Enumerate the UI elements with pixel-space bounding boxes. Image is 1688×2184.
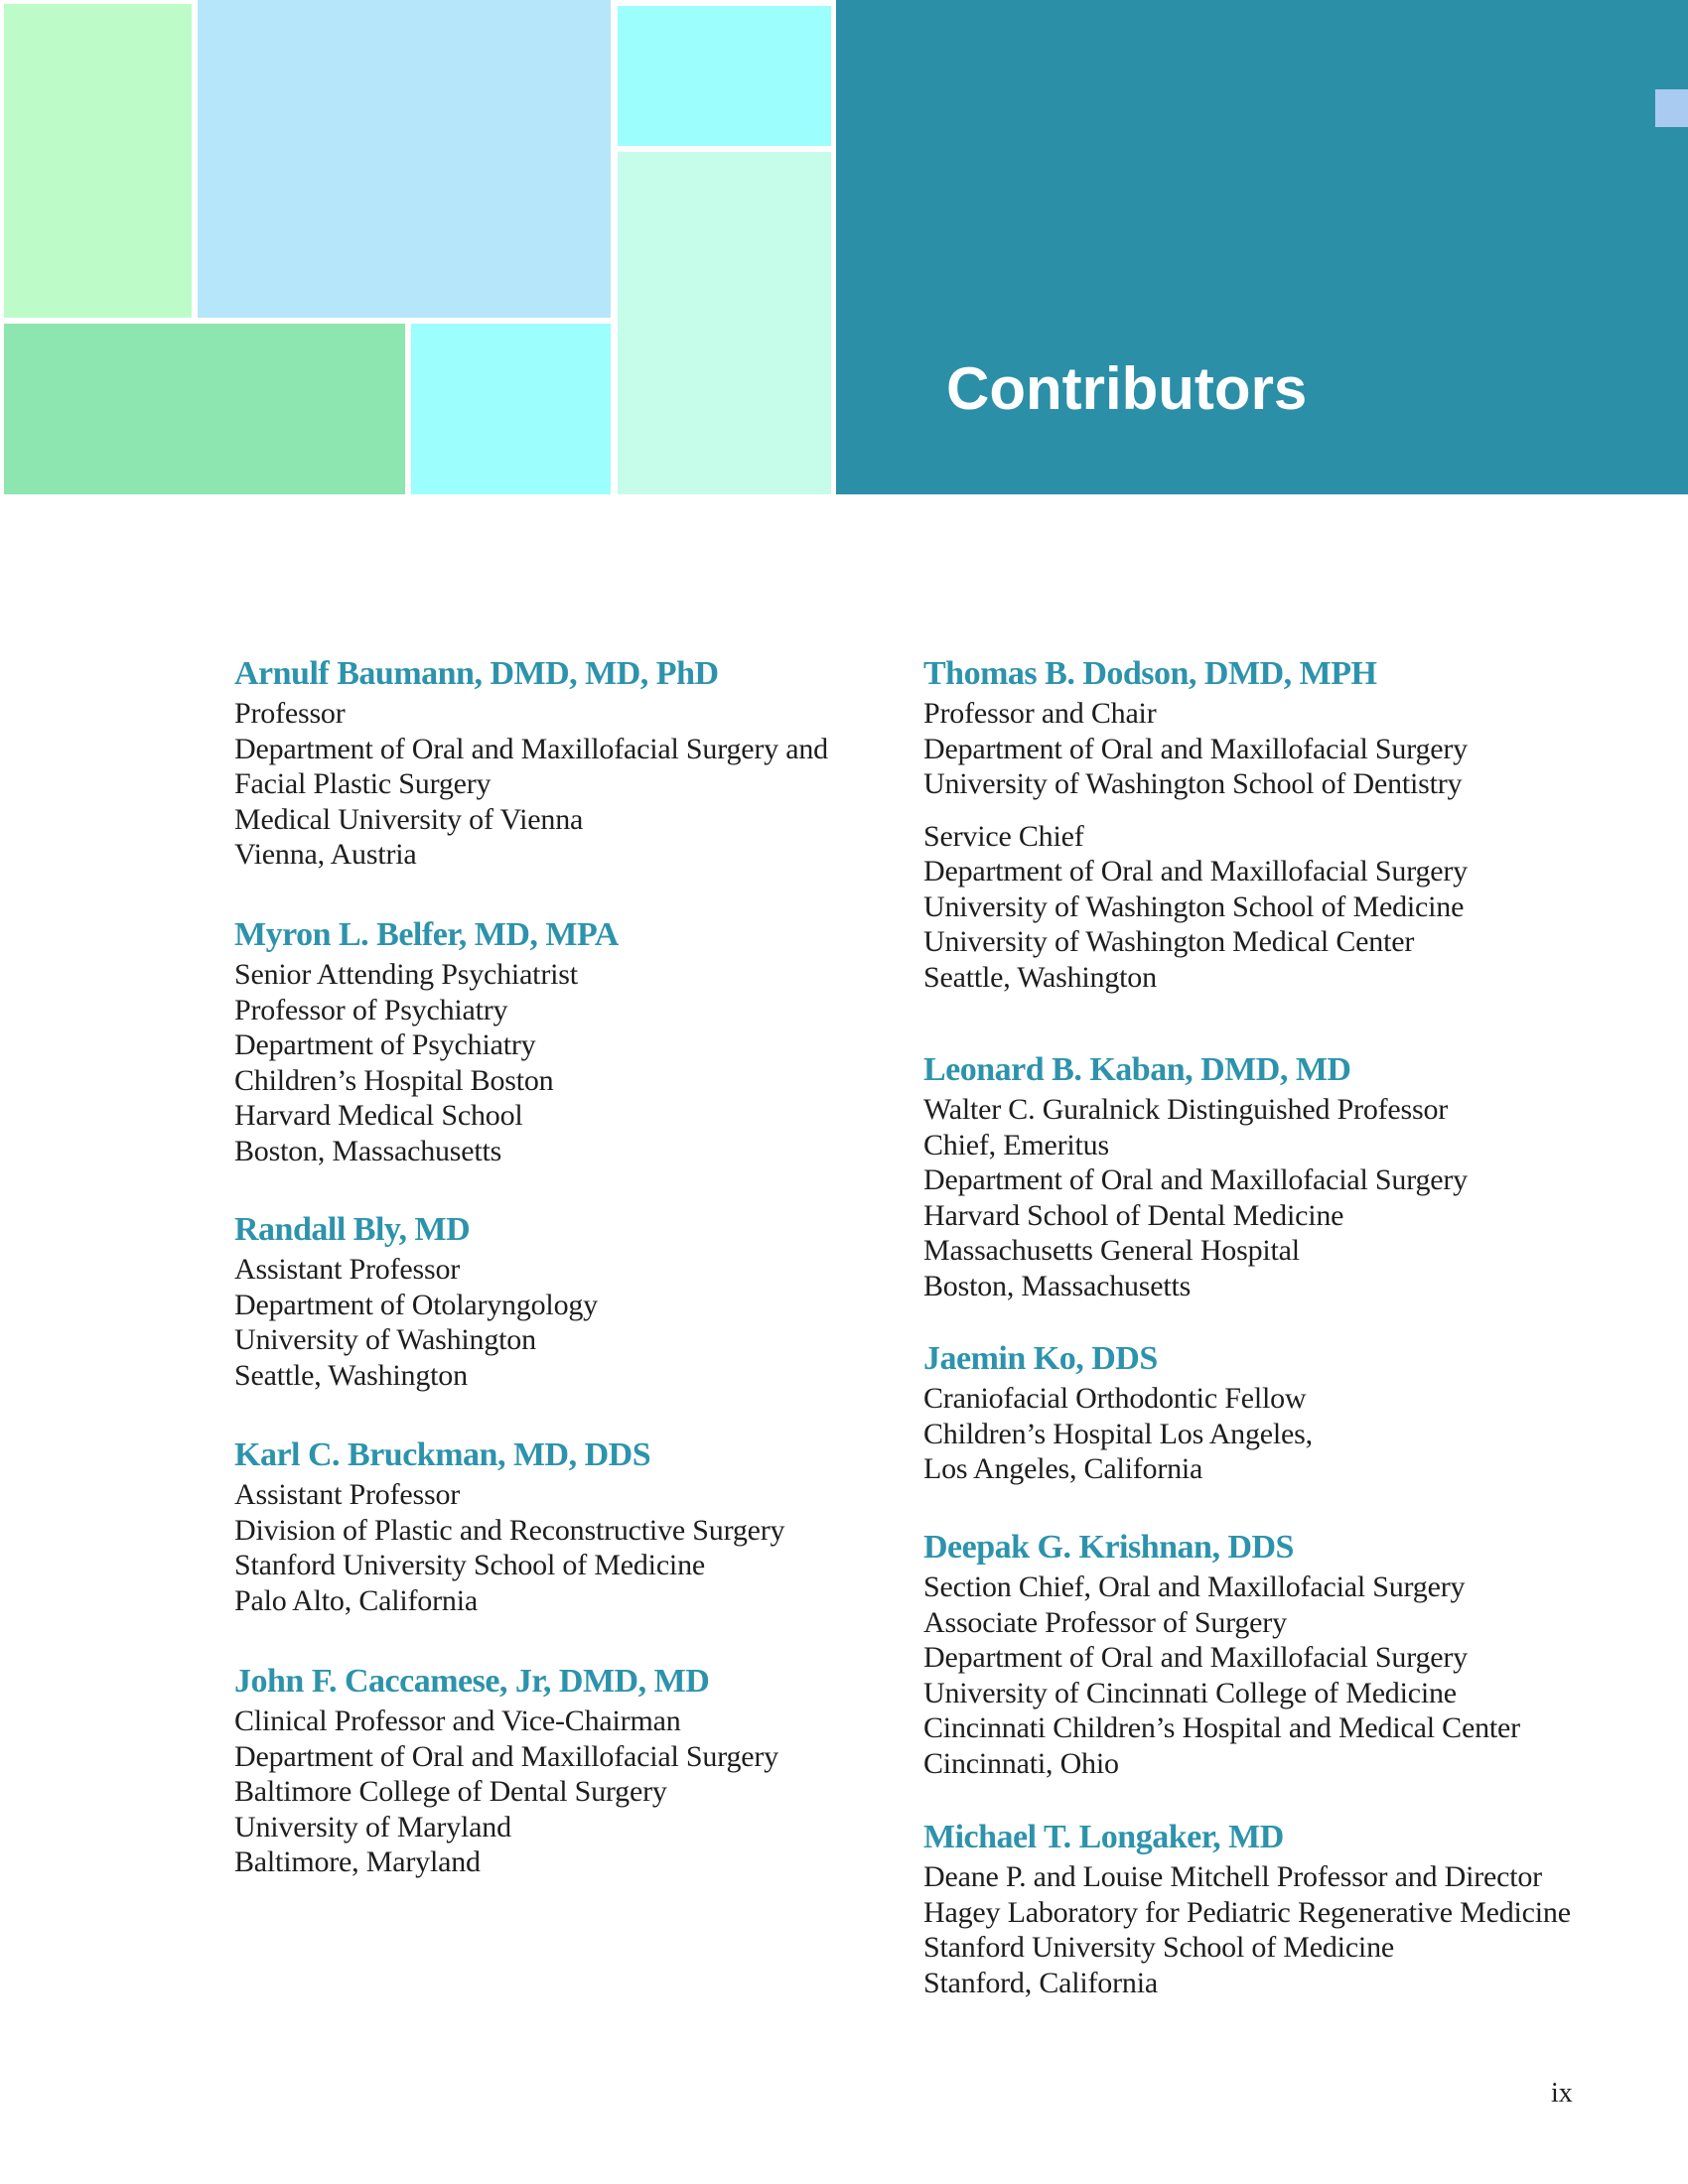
contributor-entry xyxy=(923,654,1468,995)
contributor-name: John F. Caccamese, Jr, DMD, MD xyxy=(234,1663,710,1700)
contributor-entry xyxy=(923,1528,1520,1781)
contributor-name: Michael T. Longaker, MD xyxy=(923,1819,1284,1855)
affiliation-line: Massachusetts General Hospital xyxy=(923,1234,1300,1267)
mosaic-block-light-green xyxy=(4,4,192,318)
affiliation-paragraph xyxy=(923,696,1468,802)
page-title: Contributors xyxy=(946,355,1308,422)
affiliation-line: Department of Otolaryngology xyxy=(234,1288,598,1321)
contributor-entry xyxy=(234,654,828,873)
page-number: ix xyxy=(1551,2078,1573,2109)
affiliation-line: Palo Alto, California xyxy=(234,1583,478,1617)
affiliation-line: Department of Psychiatry xyxy=(234,1028,536,1061)
affiliation-line: University of Washington Medical Center xyxy=(923,925,1415,958)
contributors-column-left xyxy=(234,0,929,2184)
affiliation-line: Craniofacial Orthodontic Fellow xyxy=(923,1382,1307,1415)
affiliation-line: Department of Oral and Maxillofacial Surgery xyxy=(234,1739,778,1773)
affiliation-paragraph xyxy=(234,1704,778,1880)
affiliation-line: Children’s Hospital Boston xyxy=(234,1063,554,1097)
contributor-name: Deepak G. Krishnan, DDS xyxy=(923,1529,1294,1566)
affiliation-line: Facial Plastic Surgery xyxy=(234,767,492,800)
affiliation-line: Cincinnati, Ohio xyxy=(923,1746,1119,1780)
affiliation-line: Baltimore, Maryland xyxy=(234,1845,481,1878)
affiliation-line: Department of Oral and Maxillofacial Surgery xyxy=(923,855,1468,887)
affiliation-line: Stanford University School of Medicine xyxy=(234,1549,705,1581)
affiliation-paragraph xyxy=(923,1570,1520,1781)
contributor-entry xyxy=(923,1339,1313,1487)
affiliation-line: Deane P. and Louise Mitchell Professor and Director xyxy=(923,1860,1542,1893)
affiliation-line: Hagey Laboratory for Pediatric Regenerative Medicine xyxy=(923,1895,1571,1929)
contributor-entry xyxy=(234,1662,778,1880)
affiliation-line: Section Chief, Oral and Maxillofacial Surgery xyxy=(923,1570,1466,1603)
affiliation-line: Division of Plastic and Reconstructive Surgery xyxy=(234,1513,785,1547)
affiliation-line: Walter C. Guralnick Distinguished Professor xyxy=(923,1093,1449,1126)
affiliation-line: Department of Oral and Maxillofacial Surgery xyxy=(923,1641,1468,1674)
affiliation-line: Cincinnati Children’s Hospital and Medical Center xyxy=(923,1711,1520,1744)
affiliation-paragraph xyxy=(923,1859,1571,2000)
affiliation-line: University of Washington xyxy=(234,1323,536,1356)
affiliation-line: Children’s Hospital Los Angeles, xyxy=(923,1417,1313,1450)
contributor-entry xyxy=(234,1210,598,1393)
contributor-name: Randall Bly, MD xyxy=(234,1211,471,1248)
affiliation-line: University of Washington School of Medicine xyxy=(923,889,1465,923)
affiliation-line: University of Cincinnati College of Medicine xyxy=(923,1676,1457,1709)
affiliation-line: Senior Attending Psychiatrist xyxy=(234,958,578,991)
contributors-column-right xyxy=(923,0,1618,2184)
affiliation-line: Clinical Professor and Vice-Chairman xyxy=(234,1705,681,1737)
affiliation-paragraph xyxy=(234,696,828,873)
affiliation-line: Harvard Medical School xyxy=(234,1099,523,1132)
affiliation-line: Assistant Professor xyxy=(234,1478,461,1511)
affiliation-line: Department of Oral and Maxillofacial Surgery xyxy=(923,1163,1468,1196)
affiliation-line: Boston, Massachusetts xyxy=(923,1269,1192,1302)
affiliation-paragraph xyxy=(234,1477,784,1618)
affiliation-line: Chief, Emeritus xyxy=(923,1128,1109,1161)
affiliation-line: Professor of Psychiatry xyxy=(234,993,508,1026)
affiliation-line: Seattle, Washington xyxy=(923,960,1157,994)
affiliation-line: Los Angeles, California xyxy=(923,1452,1203,1485)
contributor-name: Thomas B. Dodson, DMD, MPH xyxy=(923,655,1377,692)
affiliation-line: Associate Professor of Surgery xyxy=(923,1605,1287,1639)
affiliation-line: University of Maryland xyxy=(234,1810,511,1843)
affiliation-line: Professor and Chair xyxy=(923,697,1157,730)
affiliation-line: Medical University of Vienna xyxy=(234,802,584,836)
header-accent-square xyxy=(1655,89,1688,127)
contributor-name: Jaemin Ko, DDS xyxy=(923,1340,1158,1377)
contributor-entry xyxy=(234,915,619,1168)
affiliation-line: Boston, Massachusetts xyxy=(234,1134,502,1167)
affiliation-line: Stanford, California xyxy=(923,1966,1158,1999)
affiliation-line: Baltimore College of Dental Surgery xyxy=(234,1775,667,1808)
affiliation-line: Assistant Professor xyxy=(234,1253,461,1286)
affiliation-paragraph xyxy=(923,1381,1313,1487)
affiliation-line: Department of Oral and Maxillofacial Surgery xyxy=(923,732,1468,765)
affiliation-line: Vienna, Austria xyxy=(234,838,417,871)
contributor-name: Karl C. Bruckman, MD, DDS xyxy=(234,1436,651,1473)
affiliation-line: Stanford University School of Medicine xyxy=(923,1931,1394,1964)
contributor-name: Leonard B. Kaban, DMD, MD xyxy=(923,1051,1351,1088)
affiliation-paragraph xyxy=(234,1252,598,1393)
contributor-entry xyxy=(234,1435,784,1618)
affiliation-line: Professor xyxy=(234,697,346,730)
affiliation-line: Service Chief xyxy=(923,819,1084,853)
affiliation-paragraph xyxy=(234,957,619,1168)
affiliation-line: University of Washington School of Dentistry xyxy=(923,767,1463,800)
affiliation-paragraph xyxy=(923,819,1468,996)
contributor-entry xyxy=(923,1818,1571,2000)
affiliation-paragraph xyxy=(923,1092,1468,1303)
affiliation-line: Seattle, Washington xyxy=(234,1358,468,1392)
contributor-name: Arnulf Baumann, DMD, MD, PhD xyxy=(234,655,719,692)
affiliation-line: Department of Oral and Maxillofacial Surgery and xyxy=(234,732,828,765)
contributor-name: Myron L. Belfer, MD, MPA xyxy=(234,916,619,953)
contributor-entry xyxy=(923,1050,1468,1303)
affiliation-line: Harvard School of Dental Medicine xyxy=(923,1198,1344,1232)
